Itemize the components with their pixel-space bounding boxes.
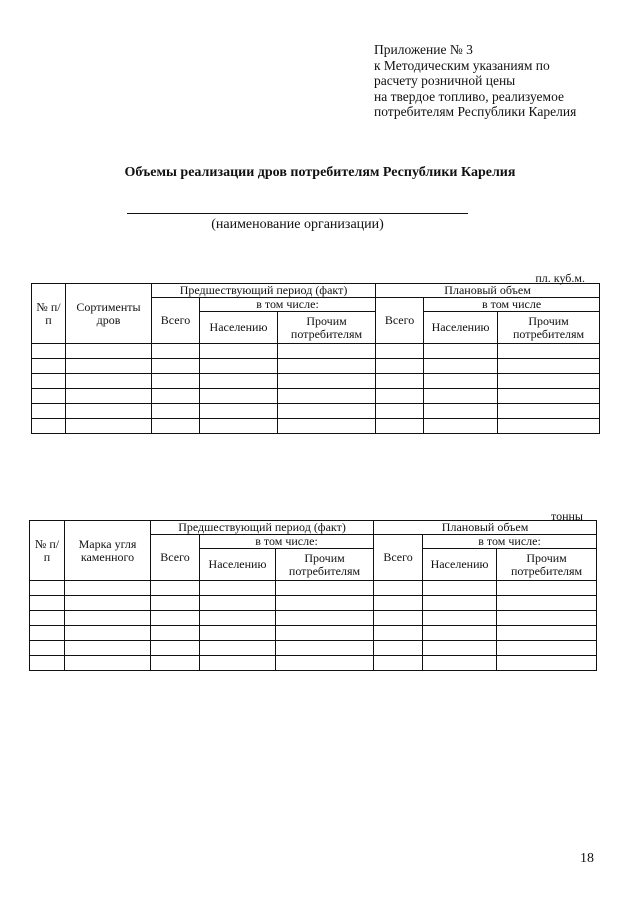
table-row <box>32 374 600 389</box>
table-cell <box>423 626 497 641</box>
table-cell <box>374 656 423 671</box>
appendix-line: Приложение № 3 <box>374 42 473 57</box>
table-cell <box>151 656 200 671</box>
appendix-line: на твердое топливо, реализуемое <box>374 88 564 104</box>
table-cell <box>424 359 498 374</box>
table-cell <box>32 374 66 389</box>
header-previous-population: Населению <box>200 549 276 581</box>
table-cell <box>66 389 152 404</box>
table-cell <box>66 374 152 389</box>
table-cell <box>278 344 376 359</box>
table-cell <box>423 641 497 656</box>
appendix-note <box>374 42 576 120</box>
table-cell <box>151 626 200 641</box>
table-row <box>32 419 600 434</box>
table-cell <box>374 611 423 626</box>
header-firewood-assortment: Сортименты дров <box>66 284 152 344</box>
table-cell <box>200 374 278 389</box>
table-cell <box>497 611 597 626</box>
header-planned-others: Прочим потребителям <box>498 312 600 344</box>
table-cell <box>32 419 66 434</box>
table-cell <box>278 374 376 389</box>
table-cell <box>497 581 597 596</box>
table-cell <box>497 596 597 611</box>
table-row <box>30 641 597 656</box>
table-cell <box>32 389 66 404</box>
table-cell <box>424 419 498 434</box>
table-cell <box>65 596 151 611</box>
table-cell <box>376 389 424 404</box>
table-cell <box>276 656 374 671</box>
table-cell <box>151 611 200 626</box>
header-planned-including: в том числе <box>424 298 600 312</box>
table-cell <box>374 596 423 611</box>
table-cell <box>151 581 200 596</box>
table-cell <box>276 581 374 596</box>
table-cell <box>151 641 200 656</box>
firewood-volume-table <box>31 283 600 434</box>
table-cell <box>66 419 152 434</box>
header-coal-grade: Марка угля каменного <box>65 521 151 581</box>
table-cell <box>374 581 423 596</box>
table-cell <box>498 344 600 359</box>
table-cell <box>498 359 600 374</box>
table-cell <box>376 344 424 359</box>
header-planned-including: в том числе: <box>423 535 597 549</box>
table-cell <box>374 626 423 641</box>
table-cell <box>200 611 276 626</box>
table-cell <box>200 581 276 596</box>
table-cell <box>424 374 498 389</box>
table-cell <box>30 596 65 611</box>
table-cell <box>423 581 497 596</box>
table-cell <box>152 374 200 389</box>
table-cell <box>200 596 276 611</box>
table-cell <box>152 359 200 374</box>
table-cell <box>276 611 374 626</box>
table-cell <box>152 389 200 404</box>
header-planned-population: Населению <box>423 549 497 581</box>
table-cell <box>278 359 376 374</box>
table-cell <box>376 374 424 389</box>
table-row <box>32 344 600 359</box>
header-previous-others: Прочим потребителям <box>278 312 376 344</box>
table-cell <box>30 626 65 641</box>
table-row <box>32 359 600 374</box>
table-cell <box>497 626 597 641</box>
table-cell <box>278 404 376 419</box>
table-row <box>30 656 597 671</box>
table-row <box>30 626 597 641</box>
table2-unit: тонны <box>551 509 583 523</box>
header-planned-population: Населению <box>424 312 498 344</box>
header-previous-population: Населению <box>200 312 278 344</box>
table-cell <box>498 404 600 419</box>
header-planned-others: Прочим потребителям <box>497 549 597 581</box>
table-cell <box>66 404 152 419</box>
header-previous-period: Предшествующий период (факт) <box>152 284 376 298</box>
header-previous-total: Всего <box>151 535 200 581</box>
table-cell <box>65 626 151 641</box>
table1-unit: пл. куб.м. <box>535 271 585 285</box>
table-cell <box>65 611 151 626</box>
header-planned-total: Всего <box>376 298 424 344</box>
table-cell <box>30 581 65 596</box>
table-cell <box>32 404 66 419</box>
table-cell <box>278 389 376 404</box>
table-cell <box>66 359 152 374</box>
header-previous-period: Предшествующий период (факт) <box>151 521 374 535</box>
table-cell <box>376 419 424 434</box>
coal-volume-table <box>29 520 597 671</box>
table-cell <box>424 344 498 359</box>
table-cell <box>30 656 65 671</box>
table-cell <box>66 344 152 359</box>
table-cell <box>374 641 423 656</box>
appendix-line: к Методическим указаниям по <box>374 57 550 73</box>
table-cell <box>32 344 66 359</box>
table-cell <box>151 596 200 611</box>
header-row-number: № п/п <box>32 284 66 344</box>
table-cell <box>278 419 376 434</box>
table-cell <box>423 611 497 626</box>
table-row <box>30 611 597 626</box>
table-cell <box>376 359 424 374</box>
table-cell <box>32 359 66 374</box>
table-cell <box>423 596 497 611</box>
page-number: 18 <box>580 851 594 866</box>
table-cell <box>200 419 278 434</box>
table-cell <box>498 419 600 434</box>
header-planned-total: Всего <box>374 535 423 581</box>
table-row <box>30 581 597 596</box>
header-previous-including: в том числе: <box>200 535 374 549</box>
table-cell <box>152 419 200 434</box>
header-planned-volume: Плановый объем <box>374 521 597 535</box>
table-cell <box>497 656 597 671</box>
header-previous-including: в том числе: <box>200 298 376 312</box>
table-cell <box>200 641 276 656</box>
table-cell <box>276 641 374 656</box>
table-cell <box>152 344 200 359</box>
table-cell <box>200 389 278 404</box>
organization-name-caption: (наименование организации) <box>211 217 384 232</box>
table-cell <box>30 641 65 656</box>
table-cell <box>424 389 498 404</box>
table-cell <box>498 374 600 389</box>
table-row <box>30 596 597 611</box>
header-planned-volume: Плановый объем <box>376 284 600 298</box>
table-cell <box>497 641 597 656</box>
table-cell <box>65 581 151 596</box>
table-cell <box>498 389 600 404</box>
table-cell <box>65 656 151 671</box>
organization-name-line <box>127 213 468 214</box>
header-previous-total: Всего <box>152 298 200 344</box>
table-cell <box>152 404 200 419</box>
table-cell <box>200 344 278 359</box>
appendix-line: потребителям Республики Карелия <box>374 104 577 119</box>
table-cell <box>30 611 65 626</box>
table-cell <box>65 641 151 656</box>
table-row <box>32 389 600 404</box>
table-cell <box>276 596 374 611</box>
table-cell <box>423 656 497 671</box>
table-cell <box>424 404 498 419</box>
header-previous-others: Прочим потребителям <box>276 549 374 581</box>
table-cell <box>200 626 276 641</box>
table-cell <box>276 626 374 641</box>
table-cell <box>200 359 278 374</box>
table-cell <box>200 656 276 671</box>
table-cell <box>200 404 278 419</box>
header-row-number: № п/п <box>30 521 65 581</box>
table-row <box>32 404 600 419</box>
table-cell <box>376 404 424 419</box>
appendix-line: расчету розничной цены <box>374 73 516 88</box>
document-title: Объемы реализации дров потребителям Республики Карелия <box>124 165 516 180</box>
